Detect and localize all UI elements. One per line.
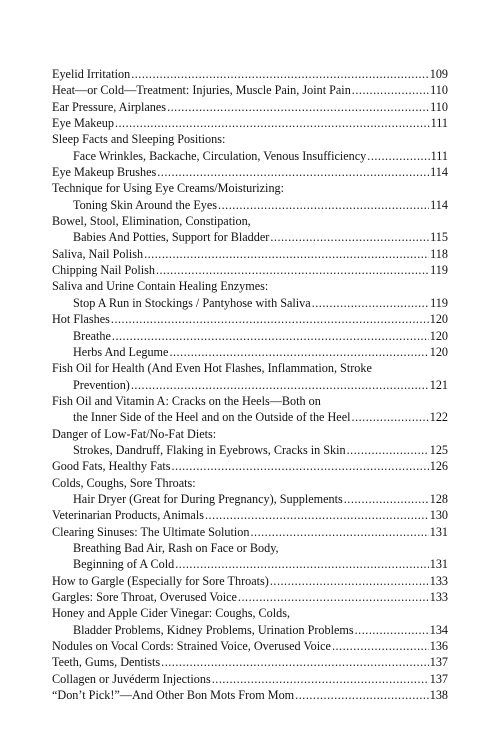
toc-entry-title: Clearing Sinuses: The Ultimate Solution (52, 524, 250, 539)
toc-entry-title: Stop A Run in Stockings / Pantyhose with Saliva (73, 295, 311, 310)
toc-entry-title: Good Fats, Healthy Fats (52, 459, 171, 474)
toc-entry-heading (52, 540, 448, 556)
toc-entry (52, 573, 448, 589)
toc-entry-title: How to Gargle (Especially for Sore Throats) (52, 573, 269, 588)
toc-leader-dots (131, 66, 429, 82)
toc-entry (52, 229, 448, 245)
toc-leader-dots (112, 328, 429, 344)
toc-leader-dots (161, 654, 429, 670)
toc-entry (52, 589, 448, 605)
toc-entry-title: Hot Flashes (52, 312, 110, 327)
toc-leader-dots (171, 458, 428, 474)
toc-entry (52, 328, 448, 344)
toc-entry-heading (52, 213, 448, 229)
toc-entry-title: Prevention) (73, 377, 130, 392)
toc-entry-heading (52, 360, 448, 376)
toc-entry-title: Collagen or Juvéderm Injections (52, 671, 211, 686)
toc-leader-dots (352, 409, 429, 425)
toc-entry-title: Bladder Problems, Kidney Problems, Urination Problems (73, 622, 354, 637)
toc-page-number: 111 (430, 116, 448, 131)
toc-entry-title: Babies And Potties, Support for Bladder (73, 230, 270, 245)
toc-entry-title: Teeth, Gums, Dentists (52, 655, 161, 670)
toc-entry (52, 524, 448, 540)
toc-entry (52, 377, 448, 393)
toc-leader-dots (355, 622, 429, 638)
toc-entry-title: the Inner Side of the Heel and on the Outside of the Heel (73, 410, 351, 425)
toc-entry-title: Veterinarian Products, Animals (52, 508, 204, 523)
toc-entry-title: Breathing Bad Air, Rash on Face or Body, (73, 540, 279, 555)
toc-page-number: 115 (430, 230, 448, 245)
toc-page-number: 114 (430, 197, 448, 212)
toc-page-number: 134 (429, 622, 448, 637)
toc-entry (52, 148, 448, 164)
toc-page-number: 120 (429, 328, 448, 343)
toc-entry-title: Face Wrinkles, Backache, Circulation, Venous Insufficiency (73, 148, 367, 163)
toc-entry (52, 66, 448, 82)
toc-page-number: 111 (430, 148, 448, 163)
toc-entry-title: “Don’t Pick!”—And Other Bon Mots From Mom (52, 688, 295, 703)
toc-entry-title: Ear Pressure, Airplanes (52, 99, 167, 114)
toc-leader-dots (212, 671, 429, 687)
toc-page-number: 131 (429, 557, 448, 572)
toc-leader-dots (332, 638, 429, 654)
toc-leader-dots (270, 229, 429, 245)
toc-leader-dots (344, 491, 429, 507)
toc-entry (52, 295, 448, 311)
toc-page-number: 114 (430, 165, 448, 180)
toc-entry (52, 622, 448, 638)
toc-entry-title: Fish Oil for Health (And Even Hot Flashes, Inflammation, Stroke (52, 361, 372, 376)
toc-entry-title: Technique for Using Eye Creams/Moisturizing: (52, 181, 285, 196)
toc-entry (52, 164, 448, 180)
toc-page-number: 121 (429, 377, 448, 392)
toc-entry-heading (52, 605, 448, 621)
toc-leader-dots (115, 115, 430, 131)
toc-entry-title: Bowel, Stool, Elimination, Constipation, (52, 214, 251, 229)
toc-entry-heading (52, 180, 448, 196)
toc-entry-heading (52, 475, 448, 491)
toc-entry (52, 246, 448, 262)
toc-page-number: 119 (430, 263, 448, 278)
toc-entry (52, 687, 448, 703)
toc-entry-title: Gargles: Sore Throat, Overused Voice (52, 590, 237, 604)
toc-entry (52, 262, 448, 278)
toc-entry (52, 507, 448, 523)
toc-leader-dots (270, 573, 429, 589)
toc-entry-title: Eyelid Irritation (52, 67, 131, 81)
toc-page-number: 130 (429, 508, 448, 523)
toc-leader-dots (352, 82, 429, 98)
toc-entry-heading (52, 278, 448, 294)
toc-entry-title: Honey and Apple Cider Vinegar: Coughs, Colds, (52, 606, 291, 621)
toc-entry (52, 458, 448, 474)
table-of-contents (52, 66, 448, 703)
toc-leader-dots (169, 344, 428, 360)
toc-leader-dots (144, 246, 429, 262)
toc-leader-dots (111, 311, 429, 327)
toc-entry-title: Heat—or Cold—Treatment: Injuries, Muscle Pain, Joint Pain (52, 83, 351, 98)
toc-page-number: 128 (429, 491, 448, 506)
toc-entry-heading (52, 131, 448, 147)
toc-entry-heading (52, 393, 448, 409)
toc-page-number: 120 (429, 344, 448, 359)
toc-leader-dots (295, 687, 429, 703)
toc-entry (52, 671, 448, 687)
toc-entry (52, 556, 448, 572)
toc-entry (52, 115, 448, 131)
toc-page-number: 137 (429, 671, 448, 686)
toc-entry-title: Colds, Coughs, Sore Throats: (52, 475, 196, 490)
toc-page-number: 133 (429, 573, 448, 588)
toc-leader-dots (367, 148, 429, 164)
toc-entry-title: Saliva and Urine Contain Healing Enzymes: (52, 279, 269, 294)
toc-leader-dots (312, 295, 429, 311)
toc-entry-heading (52, 426, 448, 442)
toc-leader-dots (175, 556, 428, 572)
toc-leader-dots (131, 377, 429, 393)
toc-entry-title: Saliva, Nail Polish (52, 246, 144, 261)
toc-entry-title: Breathe (73, 328, 111, 343)
toc-entry (52, 442, 448, 458)
toc-page-number: 118 (430, 246, 448, 261)
toc-entry (52, 344, 448, 360)
toc-page-number: 138 (429, 688, 448, 703)
toc-entry-title: Hair Dryer (Great for During Pregnancy), Supplements (73, 491, 343, 506)
toc-page-number: 119 (430, 295, 448, 310)
toc-page-number: 137 (429, 655, 448, 670)
toc-leader-dots (250, 524, 428, 540)
toc-page-number: 131 (429, 524, 448, 539)
toc-entry-title: Danger of Low-Fat/No-Fat Diets: (52, 426, 217, 441)
toc-page-number: 109 (429, 67, 448, 81)
toc-entry (52, 197, 448, 213)
toc-entry-title: Eye Makeup Brushes (52, 165, 157, 180)
toc-entry (52, 99, 448, 115)
toc-entry-title: Herbs And Legume (73, 344, 169, 359)
toc-page-number: 126 (429, 459, 448, 474)
toc-entry (52, 491, 448, 507)
toc-leader-dots (157, 164, 429, 180)
toc-page-number: 110 (430, 99, 448, 114)
toc-entry (52, 82, 448, 98)
toc-page-number: 125 (429, 442, 448, 457)
toc-leader-dots (347, 442, 429, 458)
toc-page-number: 110 (430, 83, 448, 98)
toc-entry-title: Fish Oil and Vitamin A: Cracks on the Heels—Both on (52, 393, 321, 408)
toc-entry (52, 409, 448, 425)
toc-entry-title: Toning Skin Around the Eyes (73, 197, 218, 212)
toc-entry-title: Beginning of A Cold (73, 557, 175, 572)
toc-leader-dots (238, 589, 429, 605)
toc-leader-dots (205, 507, 429, 523)
toc-entry-title: Strokes, Dandruff, Flaking in Eyebrows, Cracks in Skin (73, 442, 346, 457)
toc-page-number: 136 (429, 639, 448, 654)
toc-entry-title: Eye Makeup (52, 116, 114, 131)
toc-leader-dots (167, 99, 429, 115)
toc-page-number: 120 (429, 312, 448, 327)
toc-leader-dots (218, 197, 429, 213)
toc-entry-title: Chipping Nail Polish (52, 263, 155, 278)
toc-page-number: 133 (429, 590, 448, 604)
toc-page-number: 122 (429, 410, 448, 425)
toc-entry-title: Sleep Facts and Sleeping Positions: (52, 132, 226, 147)
toc-entry (52, 654, 448, 670)
toc-entry (52, 311, 448, 327)
toc-leader-dots (156, 262, 429, 278)
toc-entry-title: Nodules on Vocal Cords: Strained Voice, Overused Voice (52, 639, 331, 654)
toc-entry (52, 638, 448, 654)
